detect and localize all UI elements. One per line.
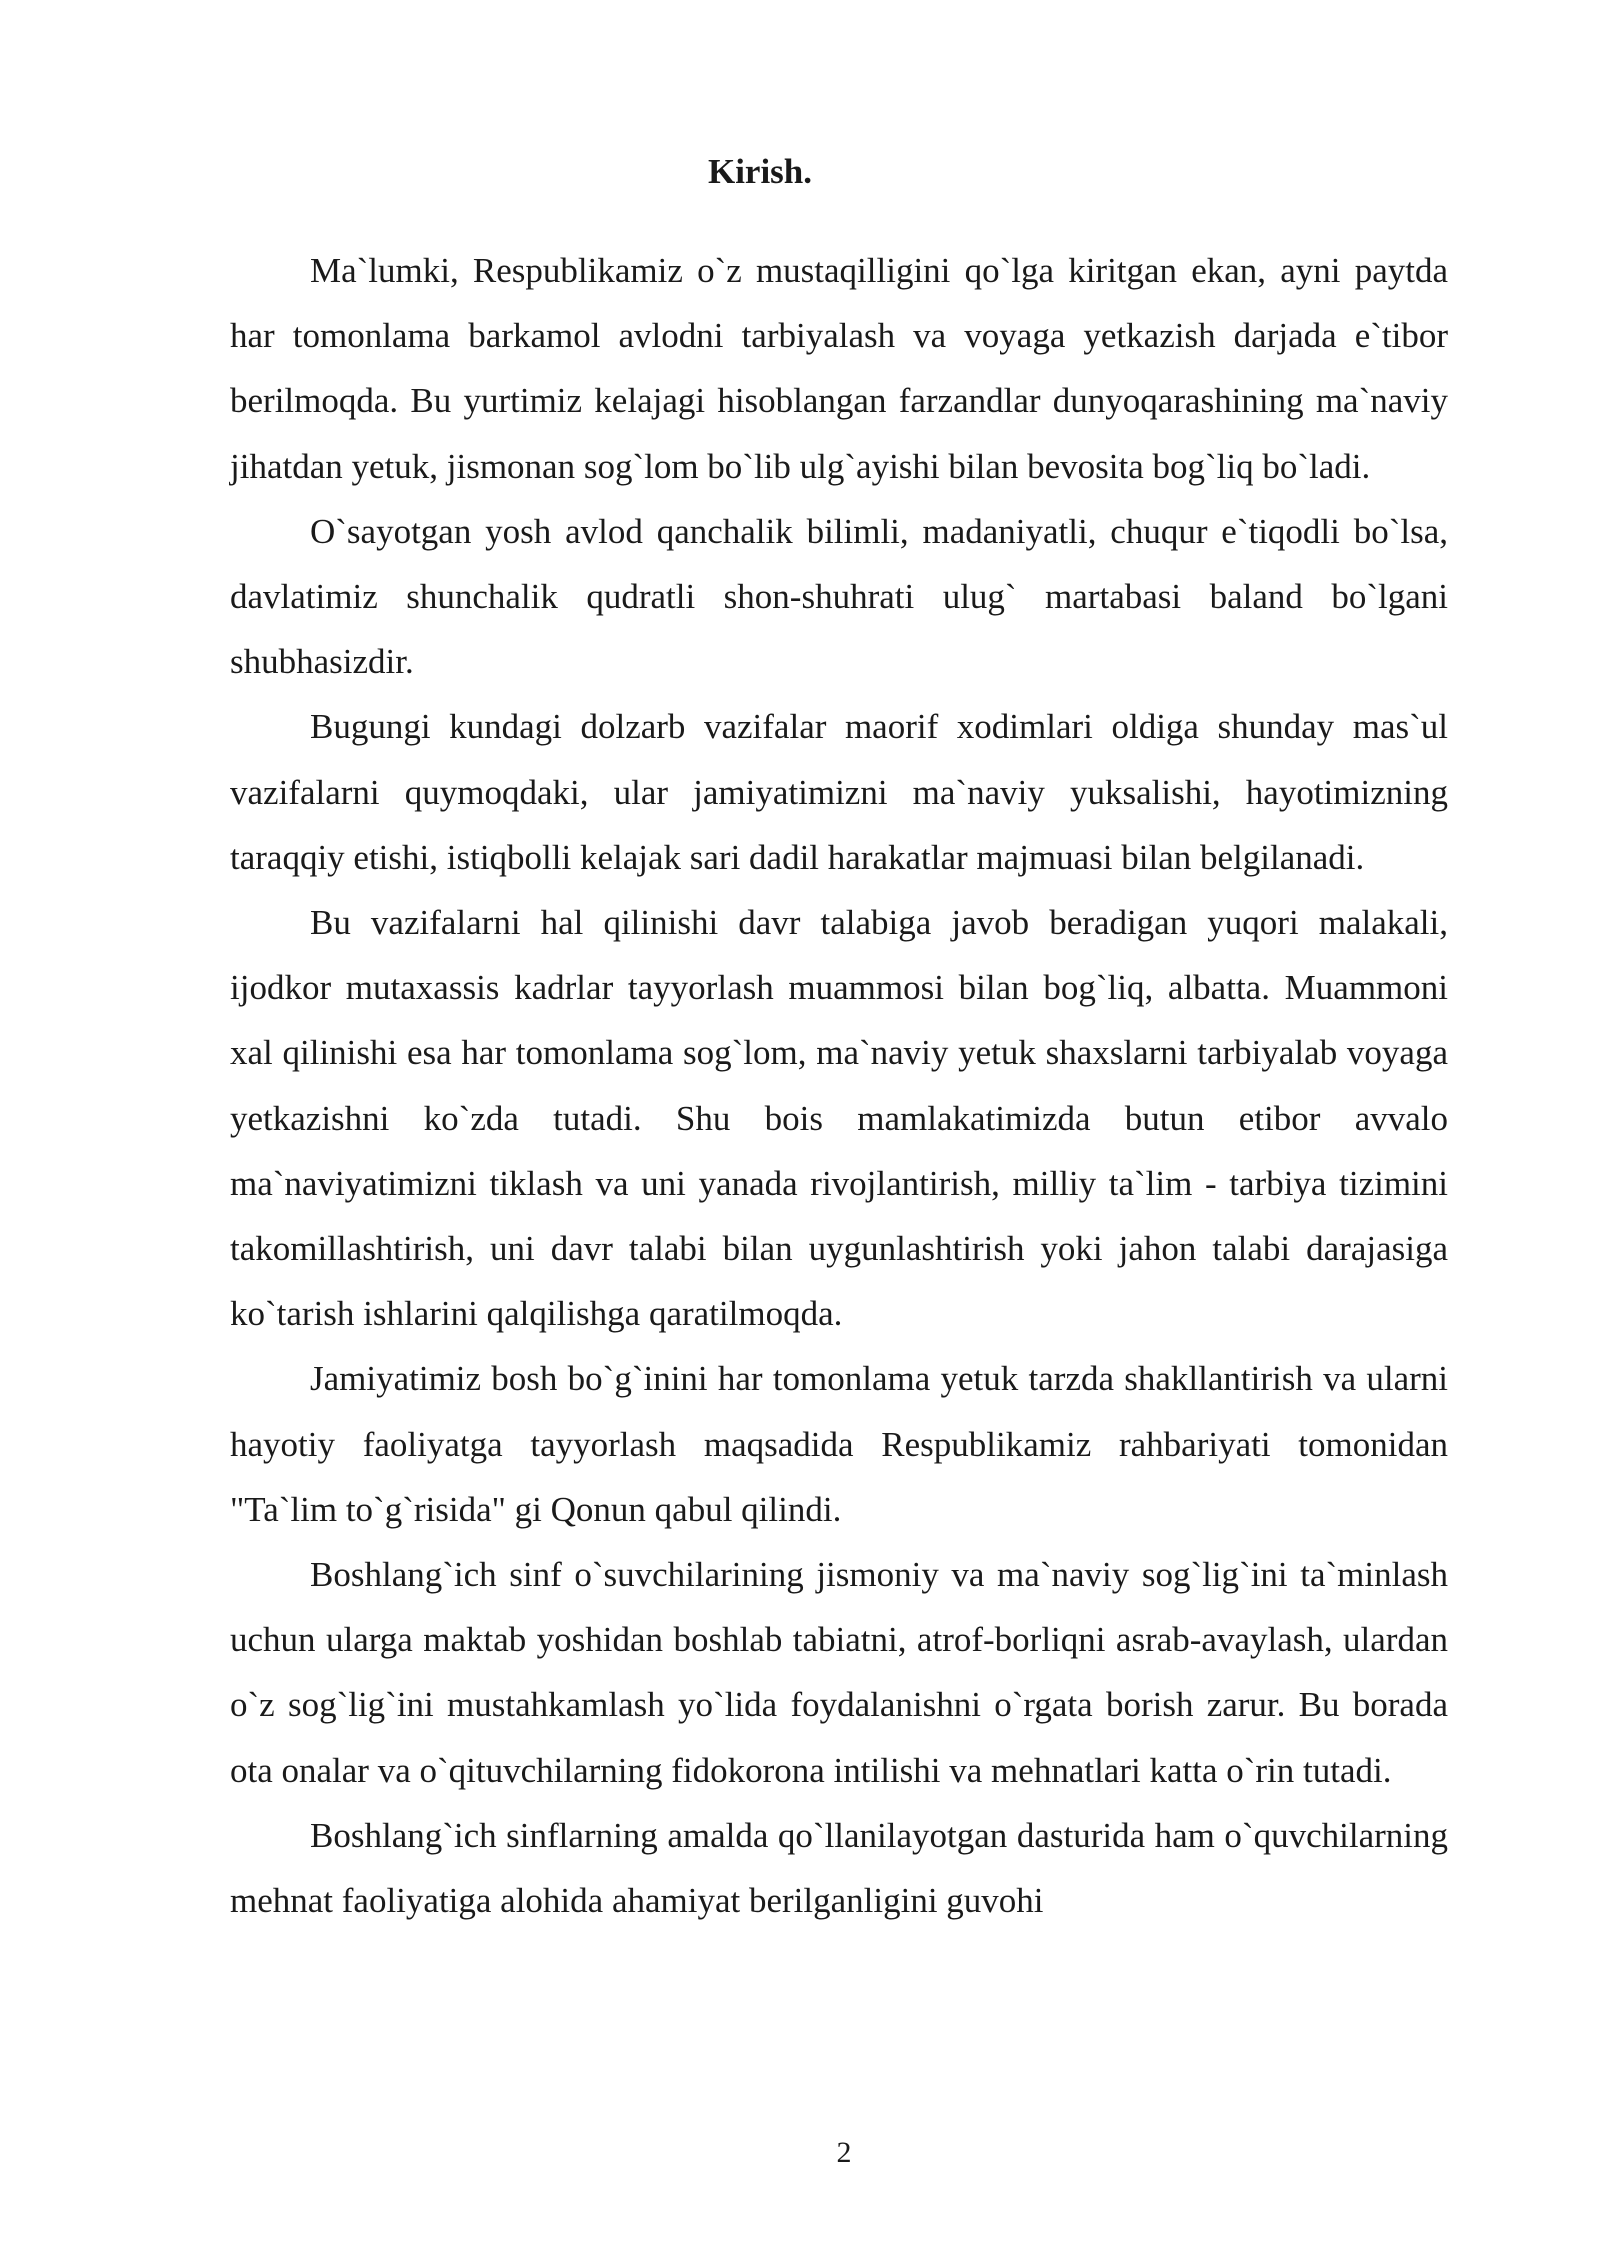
paragraph: Ma`lumki, Respublikamiz o`z mustaqilligini qo`lga kiritgan ekan, ayni paytda har tomonlama barkamol avlodni tarbiyalash va voyaga yetkazish darjada e`tibor berilmoqda. Bu yurtimiz kelajagi hisoblangan farzandlar dunyoqarashining ma`naviy jihatdan yetuk, jismonan sog`lom bo`lib ulg`ayishi bilan bevosita bog`liq bo`ladi. xyxy=(230,251,1448,486)
body-text xyxy=(230,238,1448,1933)
paragraph: Boshlang`ich sinf o`suvchilarining jismoniy va ma`naviy sog`lig`ini ta`minlash uchun ularga maktab yoshidan boshlab tabiatni, atrof-borliqni asrab-avaylash, ulardan o`z sog`lig`ini mustahkamlash yo`lida foydalanishni o`rgata borish zarur. Bu borada ota onalar va o`qituvchilarning fidokorona intilishi va mehnatlari katta o`rin tutadi. xyxy=(230,1555,1448,1790)
paragraph: Boshlang`ich sinflarning amalda qo`llanilayotgan dasturida ham o`quvchilarning mehnat faoliyatiga alohida ahamiyat berilganligini guvohi xyxy=(230,1815,1448,1921)
paragraph: O`sayotgan yosh avlod qanchalik bilimli, madaniyatli, chuqur e`tiqodli bo`lsa, davlatimiz shunchalik qudratli shon-shuhrati ulug` martabasi baland bo`lgani shubhasizdir. xyxy=(230,511,1448,682)
paragraph: Bu vazifalarni hal qilinishi davr talabiga javob beradigan yuqori malakali, ijodkor mutaxassis kadrlar tayyorlash muammosi bilan bog`liq, albatta. Muammoni xal qilinishi esa har tomonlama sog`lom, ma`naviy yetuk shaxslarni tarbiyalab voyaga yetkazishni ko`zda tutadi. Shu bois mamlakatimizda butun etibor avvalo ma`naviyatimizni tiklash va uni yanada rivojlantirish, milliy ta`lim - tarbiya tizimini takomillashtirish, uni davr talabi bilan uygunlashtirish yoki jahon talabi darajasiga ko`tarish ishlarini qalqilishga qaratilmoqda. xyxy=(230,903,1448,1334)
paragraph: Bugungi kundagi dolzarb vazifalar maorif xodimlari oldiga shunday mas`ul vazifalarni quymoqdaki, ular jamiyatimizni ma`naviy yuksalishi, hayotimizning taraqqiy etishi, istiqbolli kelajak sari dadil harakatlar majmuasi bilan belgilanadi. xyxy=(230,707,1448,877)
page-title: Kirish. xyxy=(707,152,813,191)
paragraph: Jamiyatimiz bosh bo`g`inini har tomonlama yetuk tarzda shakllantirish va ularni hayotiy faoliyatga tayyorlash maqsadida Respublikamiz rahbariyati tomonidan "Ta`lim to`g`risida" gi Qonun qabul qilindi. xyxy=(230,1359,1448,1529)
page-number: 2 xyxy=(836,2136,852,2169)
